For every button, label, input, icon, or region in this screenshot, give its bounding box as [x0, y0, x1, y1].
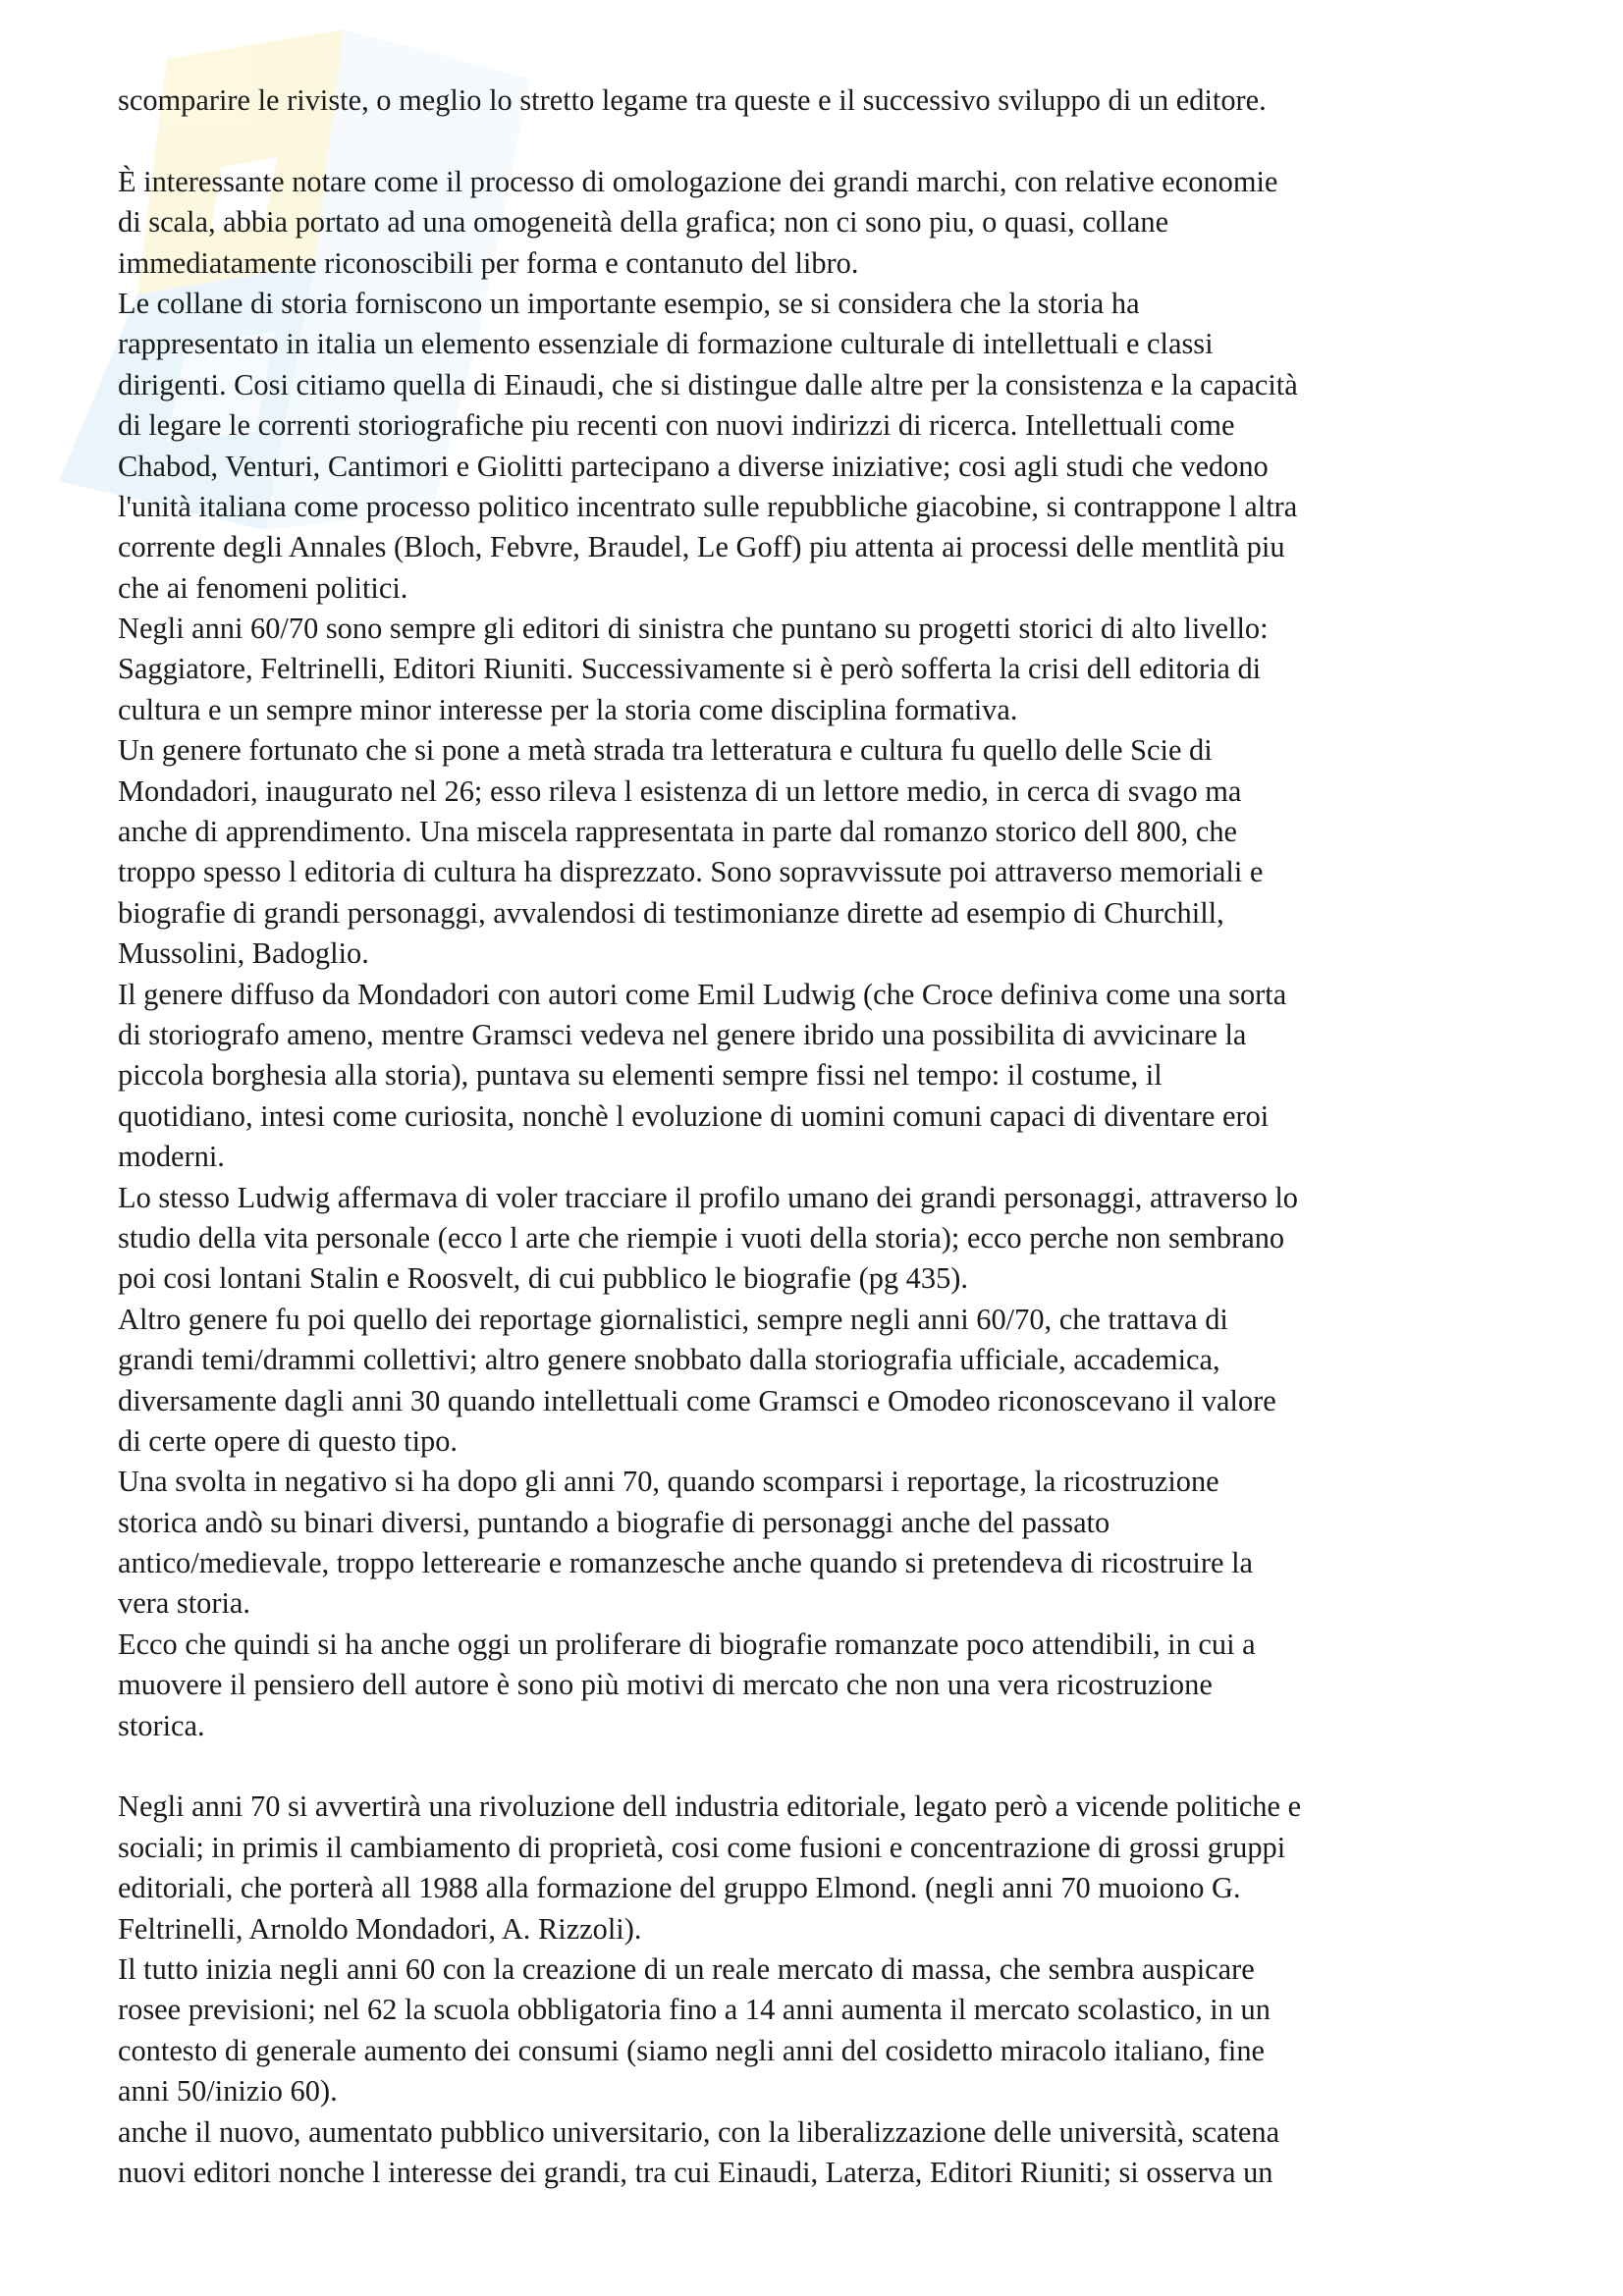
paragraph: [118, 162, 1512, 284]
paragraph: [118, 609, 1512, 730]
text-line: Feltrinelli, Arnoldo Mondadori, A. Rizzoli).: [118, 1911, 642, 1946]
text-line: l'unità italiana come processo politico incentrato sulle repubbliche giacobine, si contrappone l altra: [118, 489, 1298, 523]
text-line: storica andò su binari diversi, puntando a biografie di personaggi anche del passato: [118, 1505, 1110, 1539]
text-line: Saggiatore, Feltrinelli, Editori Riuniti. Successivamente si è però sofferta la crisi dell editoria di: [118, 652, 1262, 686]
text-line: che ai fenomeni politici.: [118, 570, 408, 605]
paragraph: [118, 1462, 1512, 1625]
text-line: moderni.: [118, 1140, 225, 1174]
text-line: Una svolta in negativo si ha dopo gli anni 70, quando scomparsi i reportage, la ricostruzione: [118, 1465, 1219, 1499]
text-line: Lo stesso Ludwig affermava di voler tracciare il profilo umano dei grandi personaggi, attraverso lo: [118, 1180, 1299, 1214]
paragraph: [118, 1625, 1512, 1746]
paragraph: [118, 1300, 1512, 1463]
text-line: Le collane di storia forniscono un importante esempio, se si considera che la storia ha: [118, 286, 1140, 320]
text-line: storica.: [118, 1708, 205, 1742]
text-line: di certe opere di questo tipo.: [118, 1423, 459, 1458]
paragraph: [118, 975, 1512, 1178]
text-line: vera storia.: [118, 1586, 251, 1621]
text-line: Negli anni 70 si avvertirà una rivoluzione dell industria editoriale, legato però a vicende politiche e: [118, 1789, 1302, 1824]
text-line: scomparire le riviste, o meglio lo stretto legame tra queste e il successivo sviluppo di un editore.: [118, 83, 1267, 117]
text-line: È interessante notare come il processo di omologazione dei grandi marchi, con relative economie: [118, 164, 1278, 198]
text-line: diversamente dagli anni 30 quando intellettuali come Gramsci e Omodeo riconoscevano il valore: [118, 1383, 1276, 1417]
text-line: grandi temi/drammi collettivi; altro genere snobbato dalla storiografia ufficiale, accademica,: [118, 1343, 1220, 1377]
text-line: Mussolini, Badoglio.: [118, 936, 369, 971]
paragraph-spacer: [118, 1746, 1512, 1787]
text-line: sociali; in primis il cambiamento di proprietà, cosi come fusioni e concentrazione di grossi gruppi: [118, 1830, 1286, 1864]
text-line: corrente degli Annales (Bloch, Febvre, Braudel, Le Goff) piu attenta ai processi delle mentlità piu: [118, 530, 1285, 564]
text-line: anche il nuovo, aumentato pubblico universitario, con la liberalizzazione delle università, scatena: [118, 2114, 1280, 2149]
text-line: cultura e un sempre minor interesse per la storia come disciplina formativa.: [118, 692, 1018, 726]
text-line: anche di apprendimento. Una miscela rappresentata in parte dal romanzo storico dell 800, che: [118, 815, 1238, 849]
text-line: Mondadori, inaugurato nel 26; esso rileva l esistenza di un lettore medio, in cerca di svago ma: [118, 774, 1242, 808]
text-line: di legare le correnti storiografiche piu recenti con nuovi indirizzi di ricerca. Intellettuali come: [118, 408, 1235, 443]
text-line: Ecco che quindi si ha anche oggi un proliferare di biografie romanzate poco attendibili, in cui a: [118, 1627, 1256, 1661]
text-line: nuovi editori nonche l interesse dei grandi, tra cui Einaudi, Laterza, Editori Riuniti; si osserva un: [118, 2155, 1273, 2189]
text-line: piccola borghesia alla storia), puntava su elementi sempre fissi nel tempo: il costume, il: [118, 1058, 1163, 1093]
text-line: Negli anni 60/70 sono sempre gli editori di sinistra che puntano su progetti storici di alto livello:: [118, 612, 1269, 646]
paragraph: [118, 1178, 1512, 1300]
text-line: rosee previsioni; nel 62 la scuola obbligatoria fino a 14 anni aumenta il mercato scolastico, in un: [118, 1993, 1271, 2027]
text-line: immediatamente riconoscibili per forma e contanuto del libro.: [118, 245, 859, 280]
text-line: biografie di grandi personaggi, avvalendosi di testimonianze dirette ad esempio di Churchill,: [118, 895, 1224, 930]
text-line: Altro genere fu poi quello dei reportage giornalistici, sempre negli anni 60/70, che trattava di: [118, 1302, 1228, 1336]
text-line: rappresentato in italia un elemento essenziale di formazione culturale di intellettuali e classi: [118, 327, 1214, 361]
text-line: poi cosi lontani Stalin e Roosvelt, di cui pubblico le biografie (pg 435).: [118, 1261, 968, 1296]
paragraph: [118, 2112, 1512, 2194]
text-line: quotidiano, intesi come curiosita, nonchè l evoluzione di uomini comuni capaci di diventare eroi: [118, 1098, 1270, 1133]
paragraph: [118, 80, 1512, 121]
text-line: Il tutto inizia negli anni 60 con la creazione di un reale mercato di massa, che sembra auspicare: [118, 1951, 1255, 1986]
text-line: Chabod, Venturi, Cantimori e Giolitti partecipano a diverse iniziative; cosi agli studi che vedono: [118, 449, 1269, 483]
text-line: contesto di generale aumento dei consumi (siamo negli anni del cosidetto miracolo italiano, fine: [118, 2033, 1266, 2067]
text-line: antico/medievale, troppo letterearie e romanzesche anche quando si pretendeva di ricostruire la: [118, 1546, 1254, 1580]
paragraph-spacer: [118, 121, 1512, 161]
document-page: [118, 80, 1512, 2193]
text-line: Un genere fortunato che si pone a metà strada tra letteratura e cultura fu quello delle Scie di: [118, 733, 1213, 768]
text-line: di scala, abbia portato ad una omogeneità della grafica; non ci sono piu, o quasi, collane: [118, 205, 1169, 240]
text-line: studio della vita personale (ecco l arte che riempie i vuoti della storia); ecco perche non sembrano: [118, 1220, 1285, 1255]
text-line: editoriali, che porterà all 1988 alla formazione del gruppo Elmond. (negli anni 70 muoiono G.: [118, 1871, 1241, 1905]
text-line: dirigenti. Cosi citiamo quella di Einaudi, che si distingue dalle altre per la consistenza e la capacità: [118, 367, 1298, 401]
paragraph: [118, 284, 1512, 609]
text-line: anni 50/inizio 60).: [118, 2074, 338, 2109]
text-line: muovere il pensiero dell autore è sono più motivi di mercato che non una vera ricostruzione: [118, 1668, 1213, 1702]
paragraph: [118, 730, 1512, 974]
text-line: troppo spesso l editoria di cultura ha disprezzato. Sono sopravvissute poi attraverso memoriali e: [118, 855, 1264, 889]
paragraph: [118, 1787, 1512, 1949]
text-line: di storiografo ameno, mentre Gramsci vedeva nel genere ibrido una possibilita di avvicinare la: [118, 1017, 1247, 1051]
paragraph: [118, 1949, 1512, 2112]
text-line: Il genere diffuso da Mondadori con autori come Emil Ludwig (che Croce definiva come una sorta: [118, 977, 1287, 1011]
